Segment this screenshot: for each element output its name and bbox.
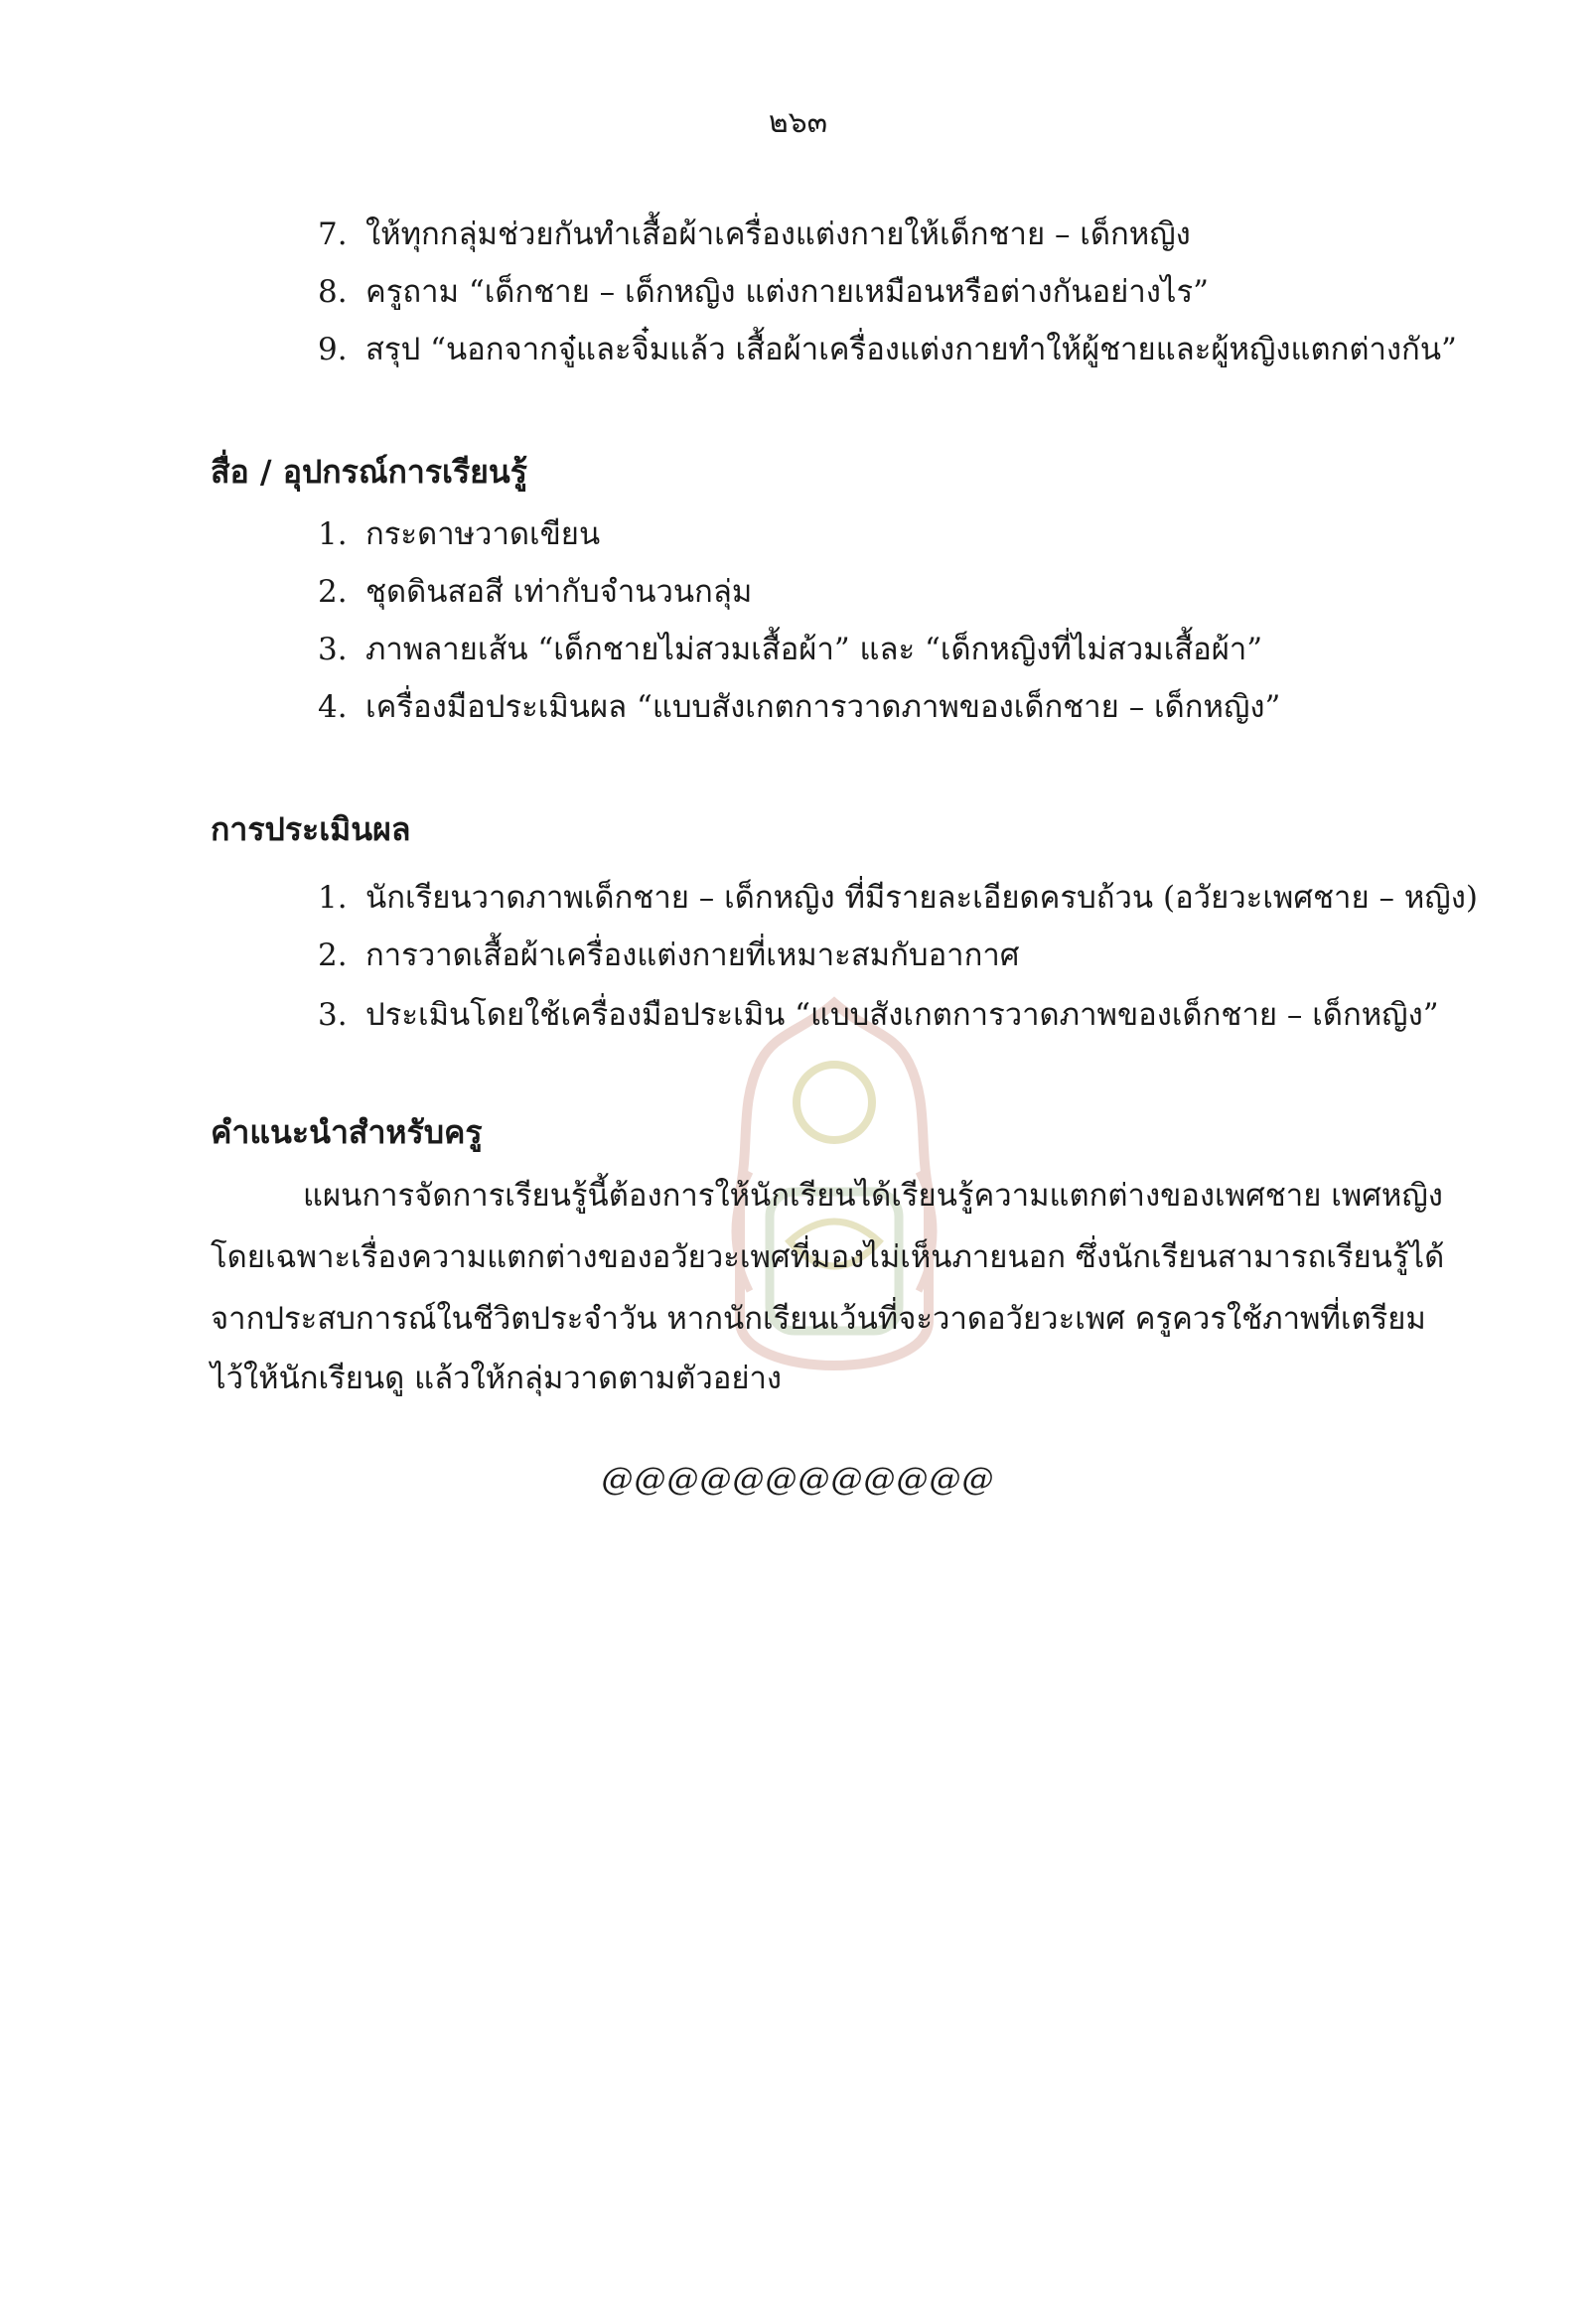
materials-number: 4.: [318, 689, 348, 725]
activity-item: [318, 209, 1191, 258]
evaluation-heading: การประเมินผล: [211, 810, 411, 848]
evaluation-item: [318, 872, 1478, 922]
teacher-notes-line: จากประสบการณ์ในชีวิตประจำวัน หากนักเรียนเว้นที่จะวาดอวัยวะเพศ ครูควรใช้ภาพที่เตรียม: [211, 1301, 1426, 1337]
materials-number: 1.: [318, 516, 348, 552]
materials-text: กระดาษวาดเขียน: [365, 516, 601, 552]
teacher-notes-line: โดยเฉพาะเรื่องความแตกต่างของอวัยวะเพศที่มองไม่เห็นภายนอก ซึ่งนักเรียนสามารถเรียนรู้ได้: [211, 1239, 1445, 1275]
end-of-section-mark: @@@@@@@@@@@@: [601, 1460, 995, 1498]
page-number: ๒๖๓: [768, 105, 828, 140]
activity-number: 8.: [318, 274, 348, 310]
materials-heading: สื่อ / อุปกรณ์การเรียนรู้: [211, 453, 527, 491]
materials-text: ภาพลายเส้น “เด็กชายไม่สวมเสื้อผ้า” และ “เด็กหญิงที่ไม่สวมเสื้อผ้า”: [365, 632, 1263, 667]
teacher-notes-line: ไว้ให้นักเรียนดู แล้วให้กลุ่มวาดตามตัวอย่าง: [211, 1361, 783, 1396]
activity-number: 9.: [318, 332, 348, 367]
materials-item: [318, 624, 1262, 673]
evaluation-number: 2.: [318, 937, 348, 973]
evaluation-text: การวาดเสื้อผ้าเครื่องแต่งกายที่เหมาะสมกับอากาศ: [365, 937, 1020, 973]
teacher-notes-line: แผนการจัดการเรียนรู้นี้ต้องการให้นักเรียนได้เรียนรู้ความแตกต่างของเพศชาย เพศหญิง: [303, 1178, 1443, 1214]
activity-text: ครูถาม “เด็กชาย – เด็กหญิง แต่งกายเหมือนหรือต่างกันอย่างไร”: [365, 274, 1209, 310]
evaluation-number: 3.: [318, 997, 348, 1033]
materials-item: [318, 566, 752, 616]
materials-number: 2.: [318, 574, 348, 610]
materials-item: [318, 508, 600, 558]
activity-text: ให้ทุกกลุ่มช่วยกันทำเสื้อผ้าเครื่องแต่งกายให้เด็กชาย – เด็กหญิง: [365, 216, 1191, 252]
evaluation-number: 1.: [318, 880, 348, 916]
materials-text: เครื่องมือประเมินผล “แบบสังเกตการวาดภาพของเด็กชาย – เด็กหญิง”: [365, 689, 1281, 725]
materials-item: [318, 681, 1280, 731]
teacher-notes-heading: คำแนะนำสำหรับครู: [211, 1113, 483, 1151]
evaluation-item: [318, 930, 1019, 979]
evaluation-item: [318, 989, 1439, 1039]
evaluation-text: ประเมินโดยใช้เครื่องมือประเมิน “แบบสังเกตการวาดภาพของเด็กชาย – เด็กหญิง”: [365, 997, 1439, 1033]
activity-number: 7.: [318, 216, 348, 252]
activity-item: [318, 324, 1457, 373]
materials-number: 3.: [318, 632, 348, 667]
activity-text: สรุป “นอกจากจู๋และจิ๋มแล้ว เสื้อผ้าเครื่องแต่งกายทำให้ผู้ชายและผู้หญิงแตกต่างกัน”: [365, 332, 1457, 367]
evaluation-text: นักเรียนวาดภาพเด็กชาย – เด็กหญิง ที่มีรายละเอียดครบถ้วน (อวัยวะเพศชาย – หญิง): [365, 880, 1478, 916]
materials-text: ชุดดินสอสี เท่ากับจำนวนกลุ่ม: [365, 574, 753, 610]
activity-item: [318, 266, 1209, 316]
